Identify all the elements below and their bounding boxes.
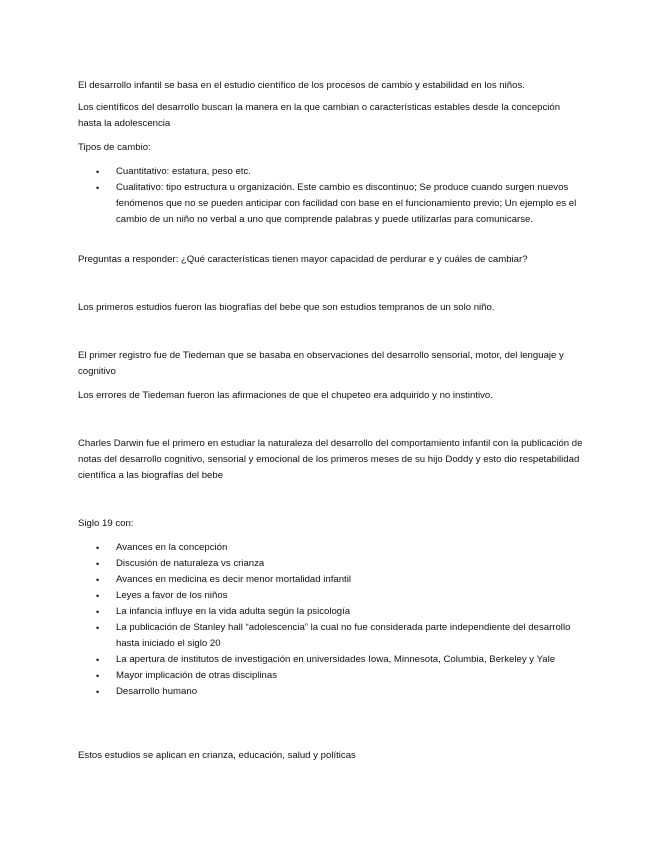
bullet-icon: • bbox=[96, 167, 100, 177]
bullet-icon: • bbox=[96, 607, 100, 617]
bullet-icon: • bbox=[96, 543, 100, 553]
list-item bbox=[78, 620, 583, 652]
list-item-text: Discusión de naturaleza vs crianza bbox=[116, 558, 265, 569]
change-types-heading: Tipos de cambio: bbox=[78, 142, 151, 153]
list-item-text: Avances en la concepción bbox=[116, 542, 228, 553]
list-item-text: La apertura de institutos de investigación en universidades Iowa, Minnesota, Columbia, Berkeley y Yale bbox=[116, 654, 556, 665]
list-item bbox=[78, 572, 583, 588]
bullet-icon: • bbox=[96, 671, 100, 681]
list-item bbox=[78, 652, 583, 668]
bullet-icon: • bbox=[96, 623, 100, 633]
conclusion-paragraph: Estos estudios se aplican en crianza, educación, salud y políticas bbox=[78, 750, 356, 761]
questions-paragraph: Preguntas a responder: ¿Qué características tienen mayor capacidad de perdurar e y cuáles de cambiar? bbox=[78, 254, 528, 265]
list-item bbox=[78, 164, 583, 180]
list-item-text: Mayor implicación de otras disciplinas bbox=[116, 670, 278, 681]
list-item-text: Avances en medicina es decir menor mortalidad infantil bbox=[116, 574, 351, 585]
list-item-text: Desarrollo humano bbox=[116, 686, 198, 697]
darwin-paragraph: Charles Darwin fue el primero en estudiar la naturaleza del desarrollo del comportamiento infantil con la publicación de notas del desarrollo cognitivo, sensorial y emocional de los primeros meses de su hijo Doddy y esto dio respetabilidad científica a las biografías del bebe bbox=[78, 438, 583, 481]
list-item bbox=[78, 604, 583, 620]
list-item bbox=[78, 588, 583, 604]
bullet-icon: • bbox=[96, 655, 100, 665]
list-item-text: Leyes a favor de los niños bbox=[116, 590, 228, 601]
bullet-icon: • bbox=[96, 183, 100, 193]
list-item-text: Cuantitativo: estatura, peso etc. bbox=[116, 166, 251, 177]
century-list bbox=[78, 540, 583, 700]
century-heading: Siglo 19 con: bbox=[78, 518, 134, 529]
list-item bbox=[78, 684, 583, 700]
bullet-icon: • bbox=[96, 591, 100, 601]
change-types-list bbox=[78, 164, 583, 228]
list-item bbox=[78, 668, 583, 684]
list-item bbox=[78, 180, 583, 228]
intro-paragraph: El desarrollo infantil se basa en el estudio científico de los procesos de cambio y estabilidad en los niños. bbox=[78, 80, 525, 91]
list-item bbox=[78, 556, 583, 572]
bullet-icon: • bbox=[96, 575, 100, 585]
list-item-text: La infancia influye en la vida adulta según la psicología bbox=[116, 606, 351, 617]
scientists-paragraph: Los científicos del desarrollo buscan la manera en la que cambian o características estables desde la concepción hasta la adolescencia bbox=[78, 102, 561, 129]
bullet-icon: • bbox=[96, 687, 100, 697]
tiedeman-errors-paragraph: Los errores de Tiedeman fueron las afirmaciones de que el chupeteo era adquirido y no instintivo. bbox=[78, 390, 493, 401]
bullet-icon: • bbox=[96, 559, 100, 569]
first-studies-paragraph: Los primeros estudios fueron las biografías del bebe que son estudios tempranos de un solo niño. bbox=[78, 302, 495, 313]
list-item-text: Cualitativo: tipo estructura u organización. Este cambio es discontinuo; Se produce cuando surgen nuevos fenómenos que no se pueden anticipar con facilidad con base en el funcionamiento previo; Un ejemplo es el cambio de un niño no verbal a uno que comprende palabras y puede utilizarlas para comunicarse. bbox=[116, 182, 577, 225]
list-item-text: La publicación de Stanley hall “adolescencia” la cual no fue considerada parte independiente del desarrollo hasta iniciado el siglo 20 bbox=[116, 622, 571, 649]
list-item bbox=[78, 540, 583, 556]
tiedeman-record-paragraph: El primer registro fue de Tiedeman que se basaba en observaciones del desarrollo sensorial, motor, del lenguaje y cognitivo bbox=[78, 350, 564, 377]
